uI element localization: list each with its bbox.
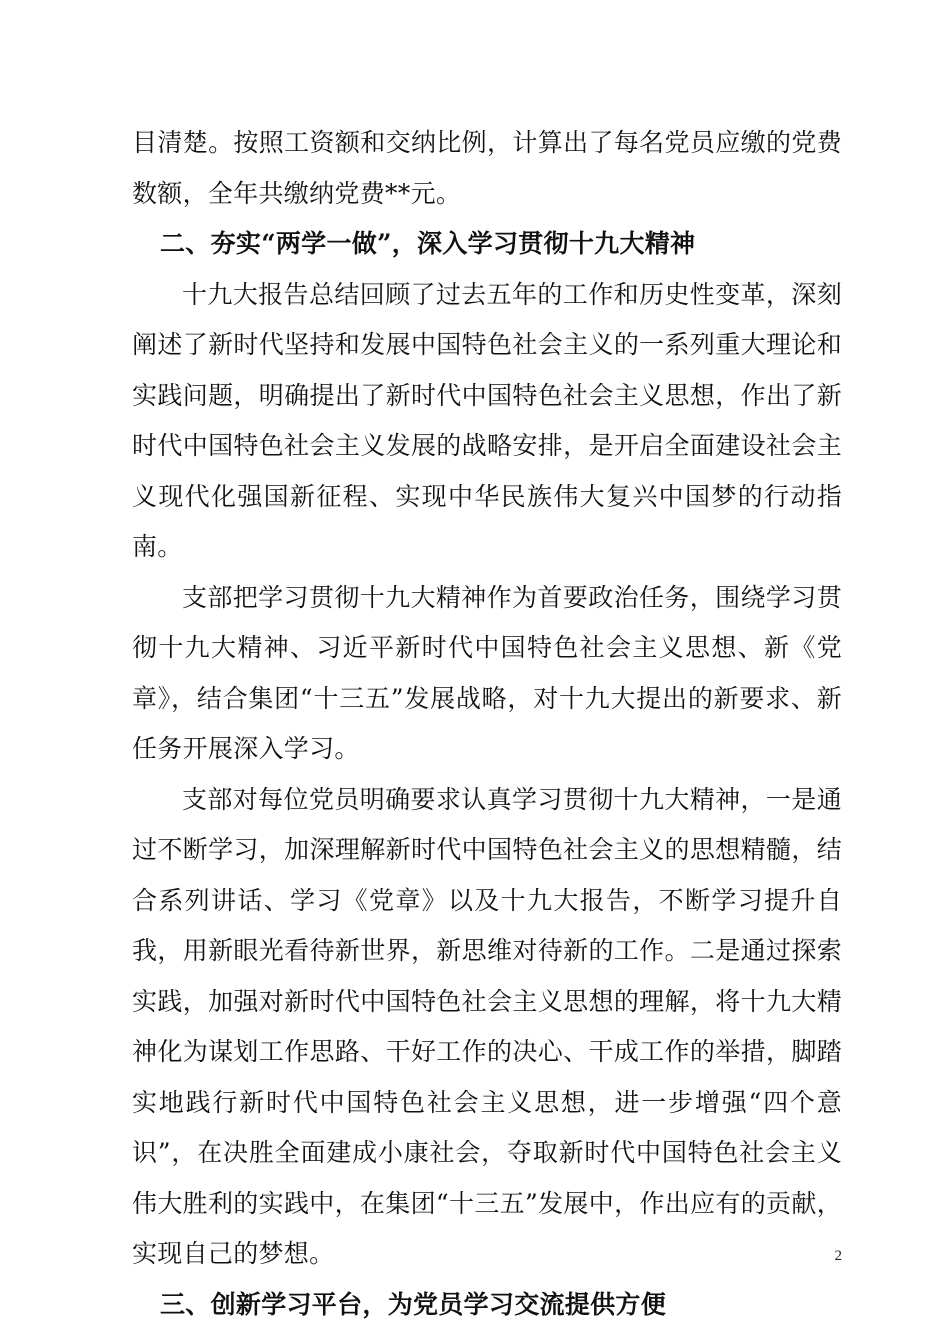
section-heading-two: 二、夯实“两学一做”，深入学习贯彻十九大精神 [160,229,696,258]
paragraph-member-requirements: 支部对每位党员明确要求认真学习贯彻十九大精神，一是通过不断学习，加深理解新时代中国特色社会主义的思想精髓，结合系列讲话、学习《党章》以及十九大报告，不断学习提升自我，用新眼光看待新世界，新思维对待新的工作。二是通过探索实践，加强对新时代中国特色社会主义思想的理解，将十九大精神化为谋划工作思路、干好工作的决心、干成工作的举措，脚踏实地践行新时代中国特色社会主义思想，进一步增强“四个意识”，在决胜全面建成小康社会，夺取新时代中国特色社会主义伟大胜利的实践中，在集团“十三五”发展中，作出应有的贡献，实现自己的梦想。 [132,784,842,1268]
paragraph-report-summary: 十九大报告总结回顾了过去五年的工作和历史性变革，深刻阐述了新时代坚持和发展中国特色社会主义的一系列重大理论和实践问题，明确提出了新时代中国特色社会主义思想，作出了新时代中国特色社会主义发展的战略安排，是开启全面建设社会主义现代化强国新征程、实现中华民族伟大复兴中国梦的行动指南。 [132,279,842,561]
page-number: 2 [834,1248,842,1264]
paragraph-continuation: 目清楚。按照工资额和交纳比例，计算出了每名党员应缴的党费数额，全年共缴纳党费**元。 [132,128,842,208]
document-body [132,118,842,1330]
paragraph-branch-task: 支部把学习贯彻十九大精神作为首要政治任务，围绕学习贯彻十九大精神、习近平新时代中国特色社会主义思想、新《党章》，结合集团“十三五”发展战略，对十九大提出的新要求、新任务开展深入学习。 [132,582,842,763]
section-heading-three: 三、创新学习平台，为党员学习交流提供方便 [160,1289,667,1319]
